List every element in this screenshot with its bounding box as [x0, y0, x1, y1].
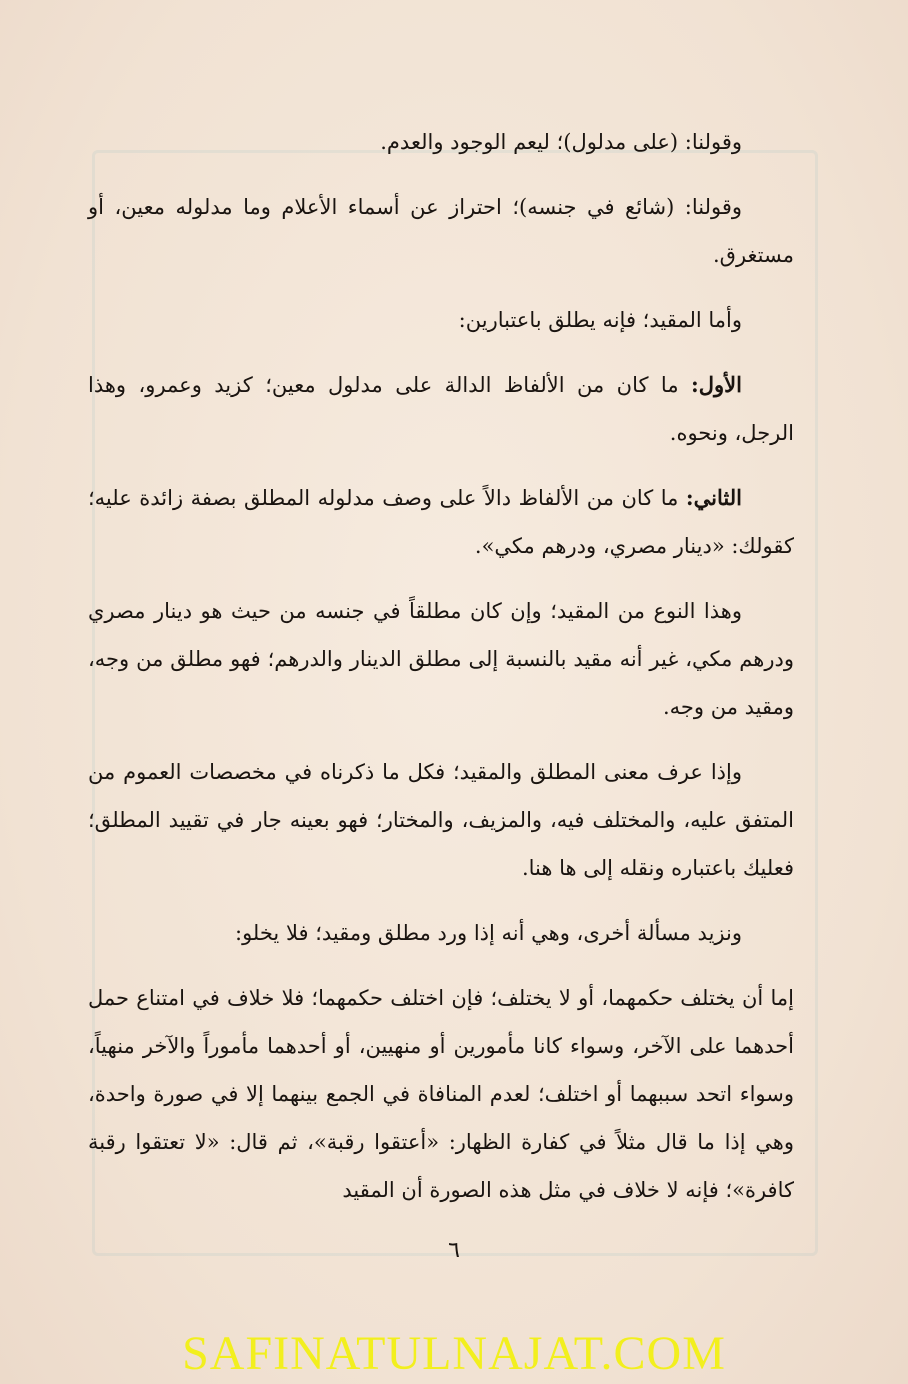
paragraph-3 — [88, 296, 794, 344]
paragraph-4-lead: الأول: — [691, 372, 742, 397]
page-number: ٦ — [448, 1238, 460, 1263]
paragraph-2 — [88, 183, 794, 279]
body-text — [88, 118, 794, 1231]
paragraph-5-lead: الثاني: — [685, 485, 742, 510]
paragraph-7 — [88, 748, 794, 892]
paragraph-7-text: وإذا عرف معنى المطلق والمقيد؛ فكل ما ذكرناه في مخصصات العموم من المتفق عليه، والمختلف فيه، والمزيف، والمختار؛ فهو بعينه جار في تقييد المطلق؛ فعليك باعتباره ونقله إلى ها هنا. — [88, 760, 794, 880]
paragraph-8-text: ونزيد مسألة أخرى، وهي أنه إذا ورد مطلق ومقيد؛ فلا يخلو: — [235, 921, 742, 945]
paragraph-5-text: ما كان من الألفاظ دالاً على وصف مدلوله المطلق بصفة زائدة عليه؛ كقولك: «دينار مصري، ودرهم مكي». — [88, 486, 794, 558]
paragraph-6-text: وهذا النوع من المقيد؛ وإن كان مطلقاً في جنسه من حيث هو دينار مصري ودرهم مكي، غير أنه مقيد بالنسبة إلى مطلق الدينار والدرهم؛ فهو مطلق من وجه، ومقيد من وجه. — [88, 599, 794, 719]
paragraph-8 — [88, 909, 794, 957]
paragraph-3-text: وأما المقيد؛ فإنه يطلق باعتبارين: — [458, 308, 742, 332]
paragraph-2-text: وقولنا: (شائع في جنسه)؛ احتراز عن أسماء الأعلام وما مدلوله معين، أو مستغرق. — [88, 195, 794, 267]
paragraph-1 — [88, 118, 794, 166]
paragraph-4-text: ما كان من الألفاظ الدالة على مدلول معين؛ كزيد وعمرو، وهذا الرجل، ونحوه. — [88, 373, 794, 445]
paragraph-1-text: وقولنا: (على مدلول)؛ ليعم الوجود والعدم. — [380, 130, 742, 154]
site-watermark: SAFINATULNAJAT.COM — [182, 1327, 726, 1380]
paragraph-5 — [88, 474, 794, 570]
paragraph-6 — [88, 587, 794, 731]
paragraph-9 — [88, 974, 794, 1214]
paragraph-4 — [88, 361, 794, 457]
paragraph-9-text: إما أن يختلف حكمهما، أو لا يختلف؛ فإن اختلف حكمهما؛ فلا خلاف في امتناع حمل أحدهما على الآخر، وسواء كانا مأمورين أو منهيين، أو أحدهما مأموراً والآخر منهياً، وسواء اتحد سببهما أو اختلف؛ لعدم المنافاة في الجمع بينهما إلا في صورة واحدة، وهي إذا ما قال مثلاً في كفارة الظهار: «أعتقوا رقبة»، ثم قال: «لا تعتقوا رقبة كافرة»؛ فإنه لا خلاف في مثل هذه الصورة أن المقيد — [88, 986, 794, 1202]
